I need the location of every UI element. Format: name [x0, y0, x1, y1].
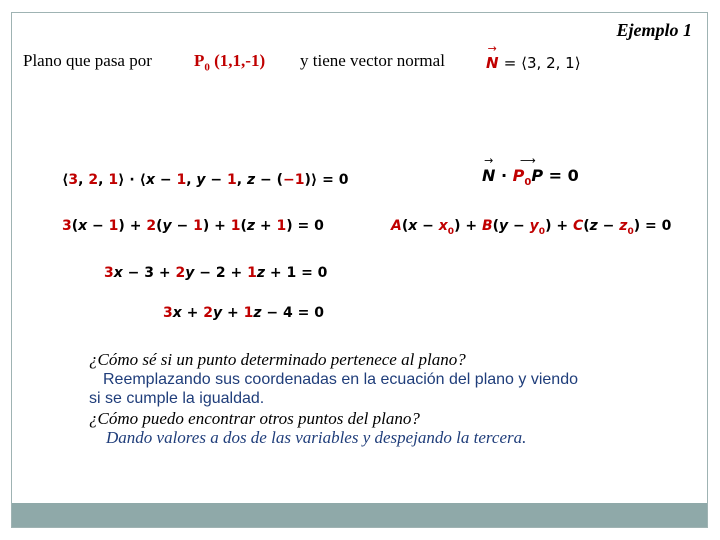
point-p0: [194, 51, 265, 73]
slide-title: Ejemplo 1: [616, 20, 692, 40]
intro-text-after: y tiene vector normal: [300, 51, 445, 70]
point-label: P: [194, 51, 205, 70]
step-4: 3x + 2y + 1z − 4 = 0: [163, 305, 324, 321]
normal-vector-symbol: → N: [486, 54, 499, 72]
general-plane-formula: $A(x - x_0) + B(y - y_0) + C(z - z_0) = 0$: [391, 218, 672, 237]
question-1: ¿Cómo sé si un punto determinado pertenece al plano?: [89, 350, 466, 369]
step-1: ⟨3, 2, 1⟩ · ⟨x − 1, y − 1, z − (−1)⟩ = 0: [62, 172, 349, 188]
intro-text: Plano que pasa por: [23, 51, 152, 70]
footer-bar: [12, 503, 707, 527]
step-3: 3x − 3 + 2y − 2 + 1z + 1 = 0: [104, 265, 328, 281]
normal-vector-value: = ⟨3, 2, 1⟩: [503, 54, 581, 72]
point-subscript: 0: [204, 61, 210, 74]
dot-product-formula: → N · ⟶ $P_0P = 0$: [482, 166, 579, 188]
qa-block: [89, 350, 649, 448]
answer-2: Dando valores a dos de las variables y despejando la tercera.: [106, 428, 527, 447]
answer-1-line-1: Reemplazando sus coordenadas en la ecuación del plano y viendo: [103, 370, 578, 388]
normal-vector-expr: [486, 54, 581, 72]
step-2: 3(x − 1) + 2(y − 1) + 1(z + 1) = 0: [62, 218, 324, 234]
answer-1-line-2: si se cumple la igualdad.: [89, 390, 265, 407]
question-2: ¿Cómo puedo encontrar otros puntos del plano?: [89, 408, 420, 428]
point-coords: (1,1,-1): [214, 51, 266, 70]
